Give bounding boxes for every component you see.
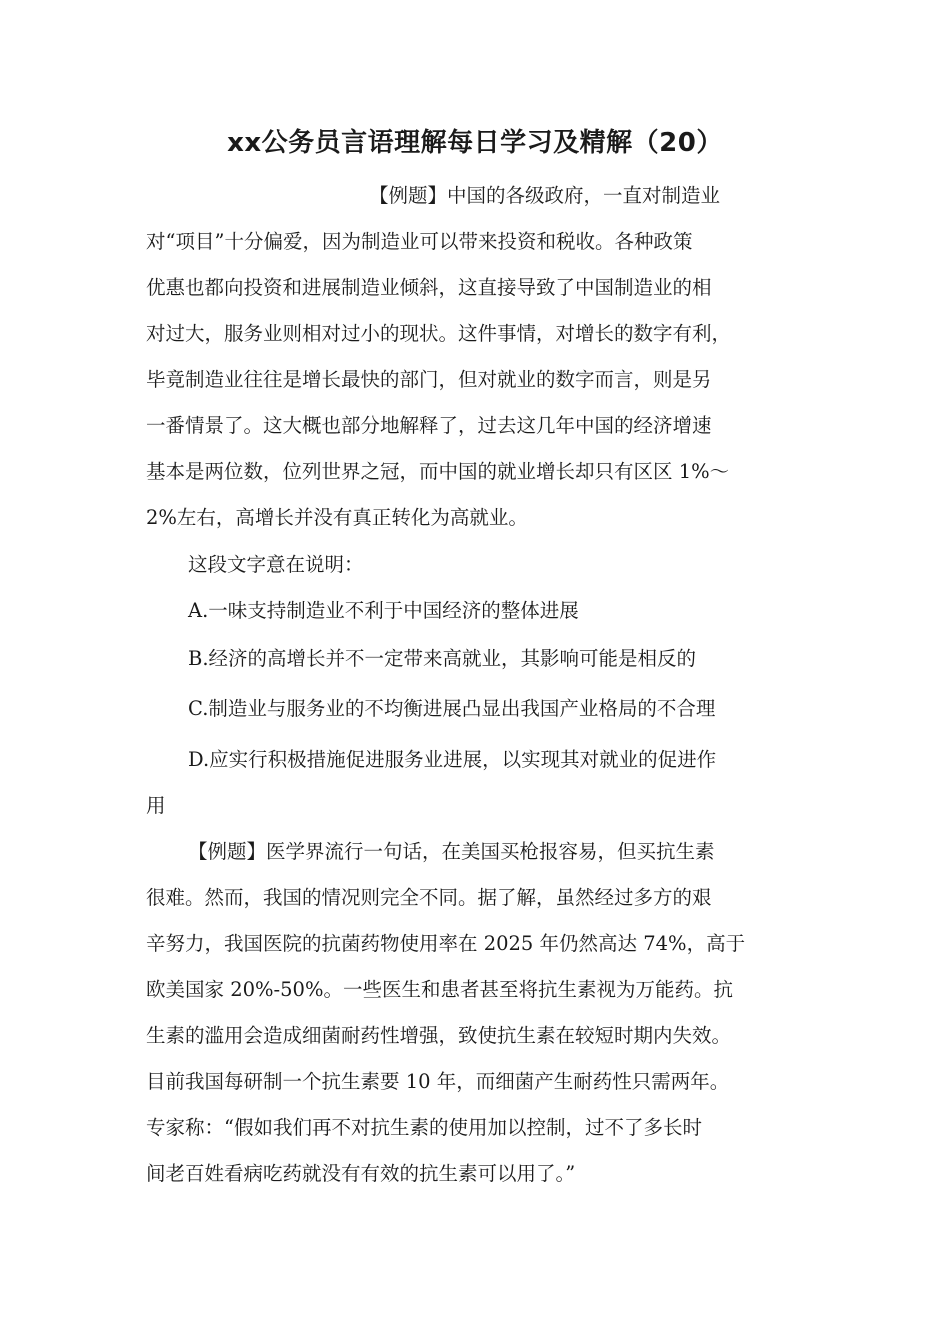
paragraph-line: 【例题】中国的各级政府，一直对制造业 [369, 184, 721, 207]
paragraph-line: 生素的滥用会造成细菌耐药性增强，致使抗生素在较短时期内失效。 [146, 1024, 732, 1047]
paragraph-line: 对过大，服务业则相对过小的现状。这件事情，对增长的数字有利， [146, 322, 732, 345]
option-d: D.应实行积极措施促进服务业进展，以实现其对就业的促进作 [188, 748, 717, 771]
paragraph-line: 毕竟制造业往往是增长最快的部门，但对就业的数字而言，则是另 [146, 368, 712, 391]
paragraph-line: 很难。然而，我国的情况则完全不同。据了解，虽然经过多方的艰 [146, 886, 712, 909]
document-title: xx公务员言语理解每日学习及精解（20） [227, 128, 723, 158]
question-prompt: 这段文字意在说明： [188, 553, 364, 576]
option-a: A.一味支持制造业不利于中国经济的整体进展 [188, 599, 579, 622]
paragraph-line: 优惠也都向投资和进展制造业倾斜，这直接导致了中国制造业的相 [146, 276, 712, 299]
paragraph-line: 间老百姓看病吃药就没有有效的抗生素可以用了。” [146, 1162, 576, 1185]
paragraph-line: 对“项目”十分偏爱，因为制造业可以带来投资和税收。各种政策 [146, 230, 693, 253]
paragraph-line: 欧美国家 20%-50%。一些医生和患者甚至将抗生素视为万能药。抗 [146, 978, 733, 1001]
option-d-continued: 用 [146, 794, 166, 817]
option-b: B.经济的高增长并不一定带来高就业，其影响可能是相反的 [188, 647, 697, 670]
paragraph-line: 2%左右，高增长并没有真正转化为高就业。 [146, 506, 528, 529]
paragraph-line: 辛努力，我国医院的抗菌药物使用率在 2025 年仍然高达 74%，高于 [146, 932, 746, 955]
paragraph-line: 专家称：“假如我们再不对抗生素的使用加以控制，过不了多长时 [146, 1116, 702, 1139]
paragraph-line: 【例题】医学界流行一句话，在美国买枪报容易，但买抗生素 [188, 840, 715, 863]
paragraph-line: 一番情景了。这大概也部分地解释了，过去这几年中国的经济增速 [146, 414, 712, 437]
option-c: C.制造业与服务业的不均衡进展凸显出我国产业格局的不合理 [188, 697, 716, 720]
paragraph-line: 目前我国每研制一个抗生素要 10 年，而细菌产生耐药性只需两年。 [146, 1070, 730, 1093]
paragraph-line: 基本是两位数，位列世界之冠，而中国的就业增长却只有区区 1%～ [146, 460, 730, 483]
